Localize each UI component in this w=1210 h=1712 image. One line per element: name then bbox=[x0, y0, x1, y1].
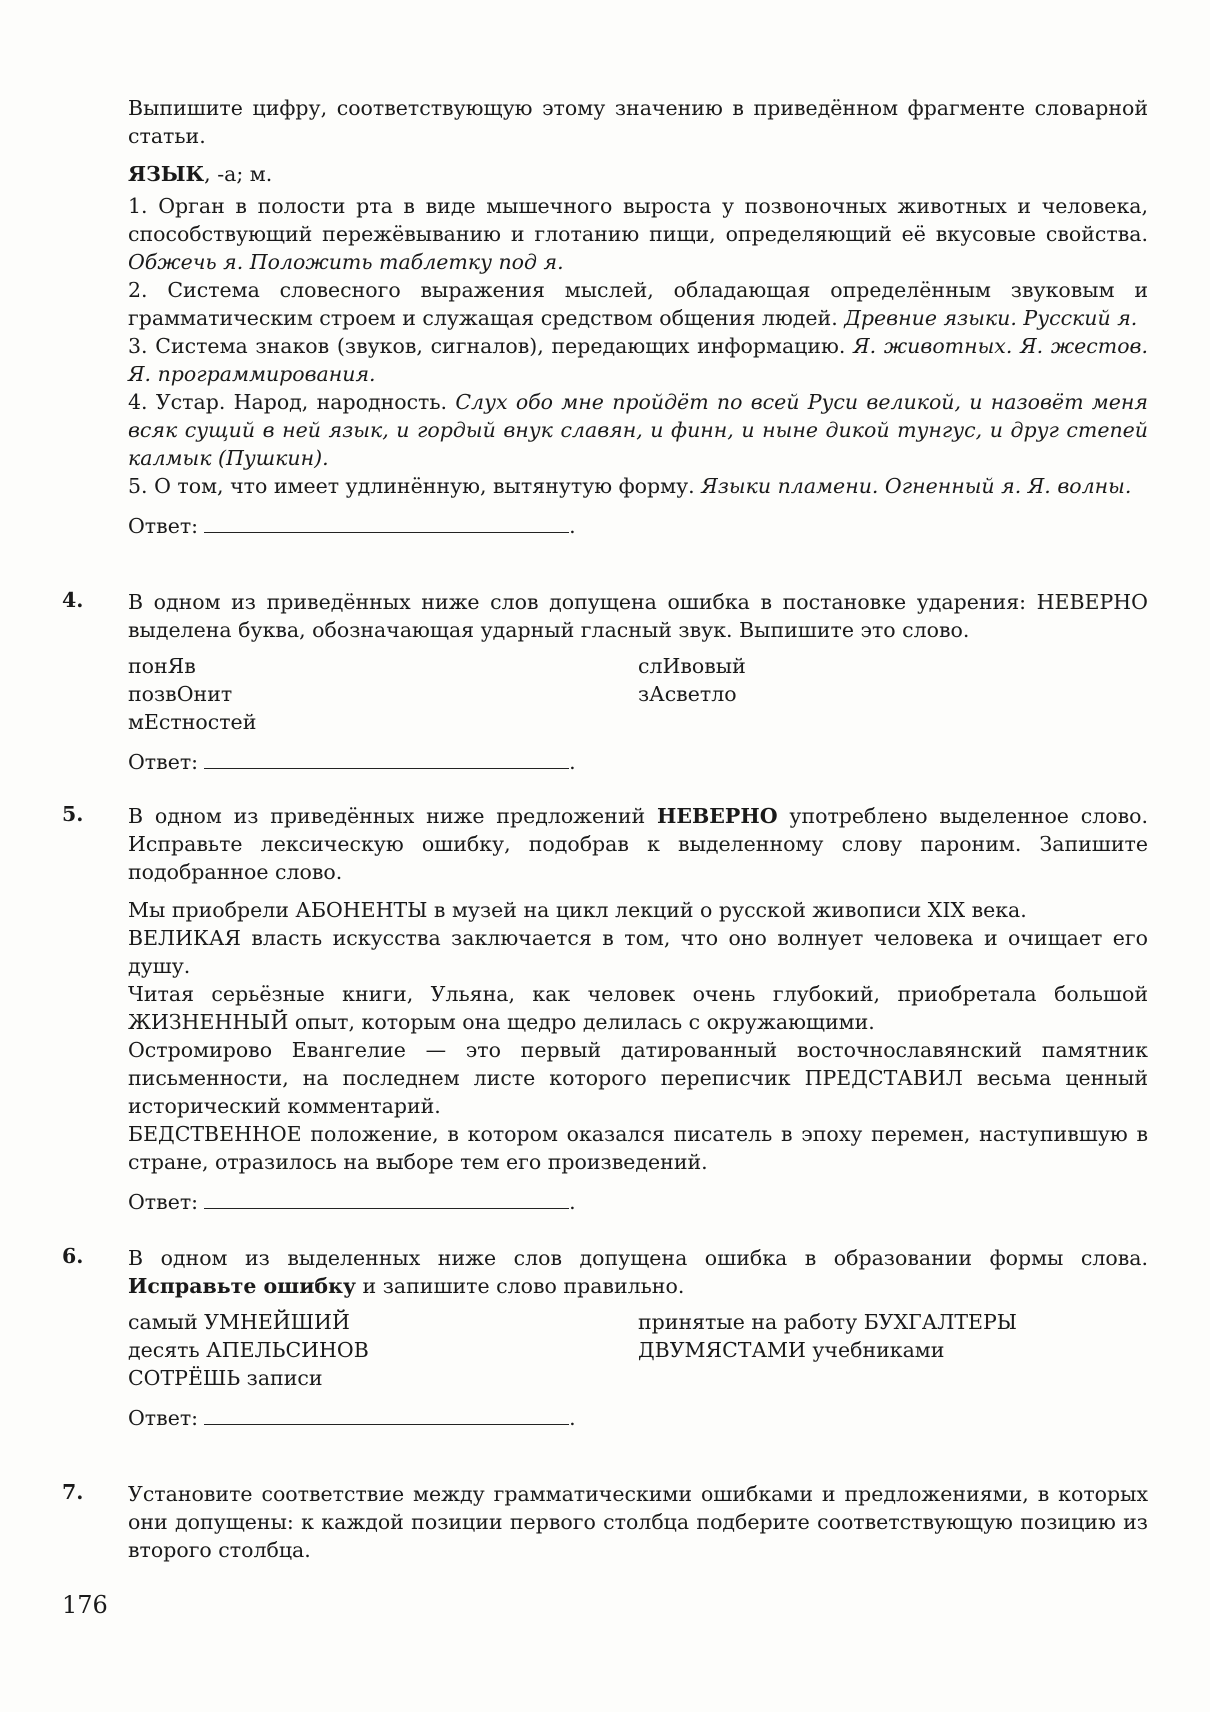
words-column-2 bbox=[638, 652, 1148, 736]
task-number-5: 5. bbox=[62, 802, 84, 826]
headword: ЯЗЫК bbox=[128, 162, 205, 186]
answer-row-4: Ответ: . bbox=[128, 750, 576, 774]
words-column-2 bbox=[638, 1308, 1148, 1392]
word-item: мЕстностей bbox=[128, 710, 257, 734]
meaning-4: 4. Устар. Народ, народность. Слух обо мне пройдёт по всей Руси великой, и назовёт меня всяк сущий в ней язык, и гордый внук славян, и финн, и ныне дикой тунгус, и друг степей калмык (Пушкин). bbox=[128, 390, 1148, 470]
dictionary-task-block bbox=[128, 94, 1148, 540]
words-column-1 bbox=[128, 652, 638, 736]
task-7-block bbox=[128, 1480, 1148, 1564]
answer-label: Ответ: bbox=[128, 750, 199, 774]
answer-row-3: Ответ: . bbox=[128, 514, 576, 538]
answer-label: Ответ: bbox=[128, 514, 199, 538]
meaning-3-examples: Я. животных. Я. жестов. Я. программирования. bbox=[128, 334, 1148, 386]
answer-field[interactable] bbox=[204, 1188, 569, 1209]
meaning-4-examples: Слух обо мне пройдёт по всей Руси великой, и назовёт меня всяк сущий в ней язык, и гордый внук славян, и финн, и ныне дикой тунгус, и друг степей калмык (Пушкин). bbox=[128, 390, 1148, 470]
headword-grammar: , -а; м. bbox=[204, 162, 273, 186]
meaning-2: 2. Система словесного выражения мыслей, обладающая определённым звуковым и грамматическим строем и служащая средством общения людей. Древние языки. Русский я. bbox=[128, 278, 1148, 330]
answer-label: Ответ: bbox=[128, 1190, 199, 1214]
word-item: СОТРЁШЬ записи bbox=[128, 1366, 323, 1390]
task-6-block bbox=[128, 1244, 1148, 1432]
word-item: слИвовый bbox=[638, 654, 746, 678]
meaning-5-examples: Языки пламени. Огненный я. Я. волны. bbox=[701, 474, 1132, 498]
meaning-2-examples: Древние языки. Русский я. bbox=[844, 306, 1138, 330]
task-number-6: 6. bbox=[62, 1244, 84, 1268]
answer-field[interactable] bbox=[204, 512, 569, 533]
answer-label: Ответ: bbox=[128, 1406, 199, 1430]
answer-row-5: Ответ: . bbox=[128, 1190, 576, 1214]
meaning-1: 1. Орган в полости рта в виде мышечного выроста у позвоночных животных и человека, способствующий пережёвыванию и глотанию пищи, определяющий её вкусовые свойства. Обжечь я. Положить таблетку под я. bbox=[128, 194, 1148, 274]
sentence-item: Остромирово Евангелие — это первый датированный восточнославянский памятник письменности, на последнем листе которого переписчик ПРЕДСТАВИЛ весьма ценный исторический комментарий. bbox=[128, 1038, 1148, 1118]
sentence-item: Мы приобрели АБОНЕНТЫ в музей на цикл лекций о русской живописи XIX века. bbox=[128, 898, 1027, 922]
answer-row-6: Ответ: . bbox=[128, 1406, 576, 1430]
sentence-item: БЕДСТВЕННОЕ положение, в котором оказался писатель в эпоху перемен, наступившую в стране, отразилось на выборе тем его произведений. bbox=[128, 1122, 1148, 1174]
task-4-text: В одном из приведённых ниже слов допущена ошибка в постановке ударения: НЕВЕРНО выделена буква, обозначающая ударный гласный звук. Выпишите это слово. bbox=[128, 590, 1148, 642]
meaning-1-examples: Обжечь я. Положить таблетку под я. bbox=[128, 250, 564, 274]
answer-field[interactable] bbox=[204, 748, 569, 769]
word-item: десять АПЕЛЬСИНОВ bbox=[128, 1338, 369, 1362]
word-item: понЯв bbox=[128, 654, 196, 678]
word-item: позвОнит bbox=[128, 682, 233, 706]
dictionary-headword-line bbox=[128, 160, 1148, 188]
task-intro: Выпишите цифру, соответствующую этому значению в приведённом фрагменте словарной статьи. bbox=[128, 96, 1148, 148]
word-item: принятые на работу БУХГАЛТЕРЫ bbox=[638, 1310, 1017, 1334]
task-5-block bbox=[128, 802, 1148, 1216]
task-6-words bbox=[128, 1308, 1148, 1392]
words-column-1 bbox=[128, 1308, 638, 1392]
task-number-4: 4. bbox=[62, 588, 84, 612]
page-number: 176 bbox=[62, 1591, 108, 1619]
sentence-item: Читая серьёзные книги, Ульяна, как человек очень глубокий, приобретала большой ЖИЗНЕННЫЙ опыт, которым она щедро делилась с окружающими. bbox=[128, 982, 1148, 1034]
task-number-7: 7. bbox=[62, 1480, 84, 1504]
meaning-5: 5. О том, что имеет удлинённую, вытянутую форму. Языки пламени. Огненный я. Я. волны. bbox=[128, 474, 1132, 498]
task-7-text: Установите соответствие между грамматическими ошибками и предложениями, в которых они допущены: к каждой позиции первого столбца подберите соответствующую позицию из второго столбца. bbox=[128, 1482, 1148, 1562]
sentence-item: ВЕЛИКАЯ власть искусства заключается в том, что оно волнует человека и очищает его душу. bbox=[128, 926, 1148, 978]
task-4-words bbox=[128, 652, 1148, 736]
task-5-text: В одном из приведённых ниже предложений НЕВЕРНО употреблено выделенное слово. Исправьте лексическую ошибку, подобрав к выделенному слову пароним. Запишите подобранное слово. bbox=[128, 804, 1148, 884]
word-item: зАсветло bbox=[638, 682, 737, 706]
answer-field[interactable] bbox=[204, 1404, 569, 1425]
word-item: ДВУМЯСТАМИ учебниками bbox=[638, 1338, 945, 1362]
task-4-block bbox=[128, 588, 1148, 776]
task-6-text: В одном из выделенных ниже слов допущена ошибка в образовании формы слова. Исправьте ошибку и запишите слово правильно. bbox=[128, 1246, 1148, 1298]
meaning-3: 3. Система знаков (звуков, сигналов), передающих информацию. Я. животных. Я. жестов. Я. программирования. bbox=[128, 334, 1148, 386]
word-item: самый УМНЕЙШИЙ bbox=[128, 1310, 350, 1334]
